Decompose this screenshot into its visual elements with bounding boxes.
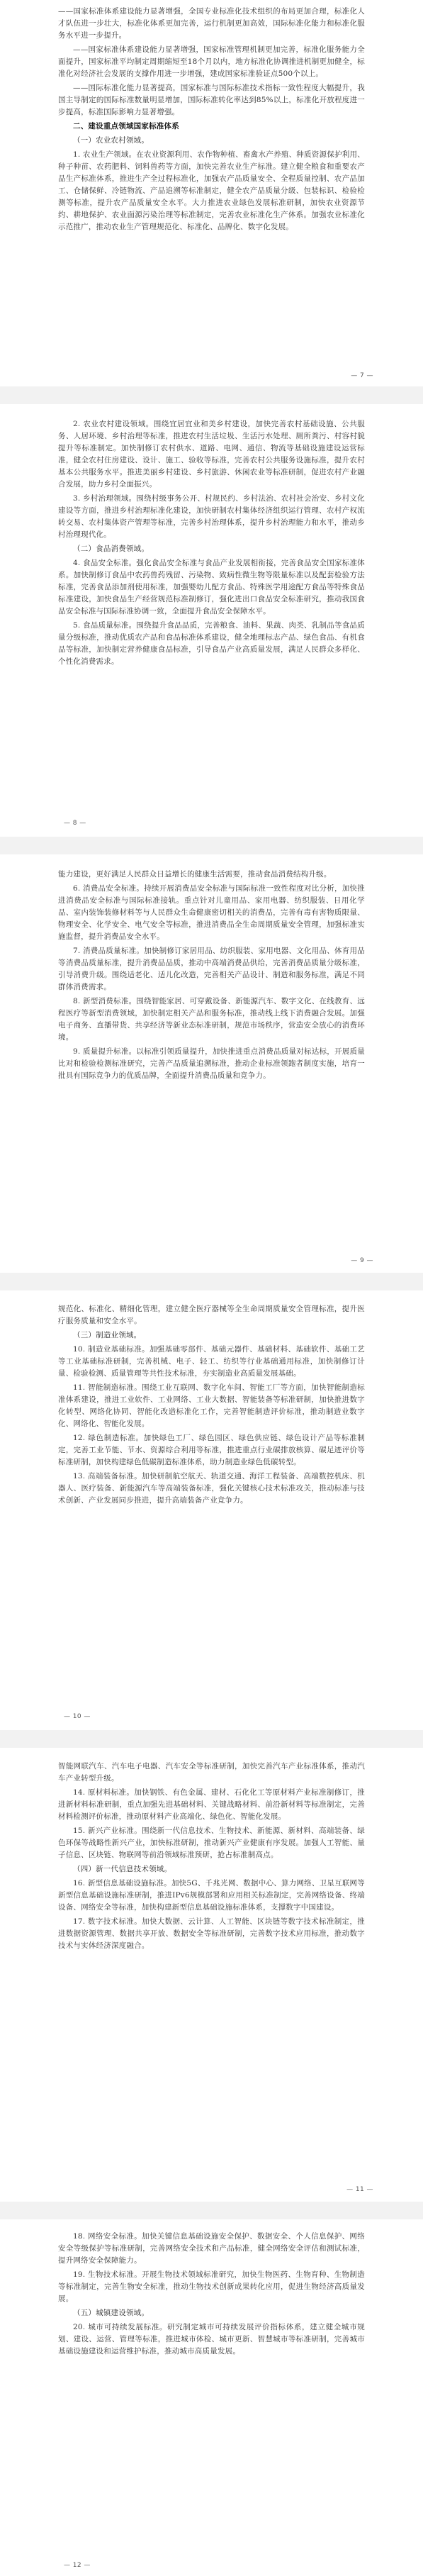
paragraph: 5. 食品质量标准。围绕提升食品品质，完善粮食、油料、果蔬、肉类、乳制品等食品质量分级标准，推动优质农产品和食品标准体系建设，健全地理标志产品、绿色食品、有机食品等标准，加快制定营养健康食品标准，引导食品产业高质量发展，满足人民群众多样化、个性化消费需求。 (58, 621, 365, 666)
paragraph: ——国际标准化能力显著提高，国家标准与国际标准技术指标一致性程度大幅提升，我国主导制定的国际标准数量明显增加，国际标准转化率达到85%以上，标准化开放程度进一步提高，标准国际影响力显著增强。 (58, 84, 365, 116)
page-body (58, 1761, 365, 1954)
paragraph: 3. 乡村治理领域。围绕村级事务公开、村规民约、乡村法治、农村社会治安、乡村文化建设等方面，推进乡村治理标准化建设，加快研制农村集体经济组织运行管理、农村产权流转交易、农村集体资产管理等标准，完善乡村治理体系，提升乡村治理能力和水平，推动乡村治理现代化。 (58, 494, 365, 539)
paragraph: 14. 原材料标准。加快钢铁、有色金属、建材、石化化工等原材料产业标准制修订，推进新材料标准研制，重点加强先进基础材料、关键战略材料、前沿新材料等标准制定，完善材料检测评价标准，推动原材料产业高端化、绿色化、智能化发展。 (58, 1788, 365, 1821)
section-heading: 二、建设重点领域国家标准体系 (73, 122, 179, 130)
page-number: — 7 — (351, 372, 373, 379)
paragraph: 1. 农业生产领域。在农业资源利用、农作物种植、畜禽水产养殖、种质资源保护利用、种子种苗、农药肥料、饲料兽药等方面，加快完善农业生产标准。建立健全粮食和重要农产品生产标准体系，推进生产全过程标准化，加强农产品质量安全、全程质量控制、农产品加工、仓储保鲜、冷链物流、产品追溯等标准制定，健全农产品质量分级、包装标识、检验检测等标准，提升农产品质量安全水平。大力推进农业绿色发展标准研制，加快农业资源节约、耕地保护、农业面源污染治理等标准制定，完善农业标准化生产体系。加强农业标准化示范推广，推动农业生产管理规范化、标准化、品牌化、数字化发展。 (58, 150, 365, 231)
page-body (58, 869, 365, 1084)
document-page-2 (0, 404, 423, 837)
page-number: — 8 — (64, 820, 86, 827)
document-page-4 (0, 1290, 423, 1730)
page-number: — 9 — (351, 1257, 373, 1264)
paragraph: ——国家标准体系建设能力显著增强，全国专业标准化技术组织的布局更加合理，标准化人才队伍进一步壮大，标准化体系更加完善，运行机制更加高效，国际标准化能力和标准化服务水平进一步提升。 (58, 7, 365, 40)
paragraph: 2. 农业农村建设领域。围绕宜居宜业和美乡村建设，加快完善农村基础设施、公共服务、人居环境、乡村治理等标准，推进农村生活垃圾、生活污水处理、厕所粪污、村容村貌提升等标准制定。加快制修订农村供水、道路、电网、通信、物流等基础设施建设运营标准，健全农村住房建设、设计、施工、验收等标准，完善农村公共服务设施标准，提升农村基本公共服务水平。推进美丽乡村建设、乡村旅游、休闲农业等标准研制，促进农村产业融合发展，助力乡村全面振兴。 (58, 420, 365, 489)
paragraph: 6. 消费品安全标准。持续开展消费品安全标准与国际标准一致性程度对比分析，加快推进消费品安全标准与国际标准接轨。重点针对儿童用品、家用电器、纺织服装、日用化学品、室内装饰装修材料等与人民群众生命健康密切相关的消费品，完善有毒有害物质限量、物理安全、化学安全、电气安全等标准，推进消费品全生命周期质量安全管理，加强标准实施监督，提升消费品安全水平。 (58, 884, 365, 941)
paragraph: 15. 新兴产业标准。围绕新一代信息技术、生物技术、新能源、新材料、高端装备、绿色环保等战略性新兴产业，加快标准研制，推动新兴产业健康有序发展。加强人工智能、量子信息、区块链、物联网等前沿领域标准预研，抢占标准制高点。 (58, 1827, 365, 1859)
subsection-heading: （四）新一代信息技术领域。 (73, 1865, 172, 1873)
paragraph: 13. 高端装备标准。加快研制航空航天、轨道交通、海洋工程装备、高端数控机床、机器人、医疗装备、新能源汽车等高端装备标准，强化关键核心技术标准攻关，推动标准与技术创新、产业发展同步推进，提升高端装备产业竞争力。 (58, 1472, 365, 1505)
document-page-3 (0, 854, 423, 1273)
page-number: — 10 — (64, 1713, 91, 1720)
paragraph: 8. 新型消费标准。围绕智能家居、可穿戴设备、新能源汽车、数字文化、在线教育、远程医疗等新型消费领域，加快制定相关产品和服务标准，推动线上线下消费融合发展。加强电子商务、直播带货、共享经济等新业态标准研制，规范市场秩序，营造安全放心的消费环境。 (58, 997, 365, 1042)
paragraph: 10. 制造业基础标准。加强基础零部件、基础元器件、基础材料、基础软件、基础工艺等工业基础标准研制，完善机械、电子、轻工、纺织等行业基础通用标准，加快制修订计量、检验检测、质量管理等共性技术标准，夯实制造业高质量发展基础。 (58, 1345, 365, 1378)
paragraph: 18. 网络安全标准。加快关键信息基础设施安全保护、数据安全、个人信息保护、网络安全等级保护等标准研制，完善网络安全技术和产品标准，健全网络安全评估和测试标准，提升网络安全保障能力。 (58, 2232, 365, 2265)
paragraph: 20. 城市可持续发展标准。研究制定城市可持续发展评价指标体系，建立健全城市规划、建设、运营、管理等标准，推进城市体检、城市更新、智慧城市等标准研制，完善城市基础设施建设和运营维护标准，推动城市高质量发展。 (58, 2323, 365, 2355)
paragraph: 规范化、标准化、精细化管理，建立健全医疗器械等全生命周期质量安全管理标准，提升医疗服务质量和安全水平。 (58, 1305, 365, 1325)
page-body (58, 2231, 365, 2360)
document-page-6 (0, 2219, 423, 2576)
paragraph: 能力建设，更好满足人民群众日益增长的健康生活需要，推动食品消费结构升级。 (58, 870, 332, 879)
document-page-5 (0, 1748, 423, 2202)
page-number: — 12 — (64, 2562, 91, 2569)
paragraph: 4. 食品安全标准。强化食品安全标准与食品产业发展相衔接，完善食品安全国家标准体系。加快制修订食品中农药兽药残留、污染物、致病性微生物等限量标准以及配套检验方法标准，完善食品添加剂使用标准，加强婴幼儿配方食品、特殊医学用途配方食品等特殊食品标准建设，加快食品生产经营规范标准制修订，强化进出口食品安全标准研究，推动我国食品安全标准与国际标准协调一致，全面提升食品安全保障水平。 (58, 559, 365, 615)
page-body (58, 418, 365, 670)
subsection-heading: （三）制造业领域。 (73, 1331, 142, 1339)
page-body (58, 6, 365, 235)
paragraph: 智能网联汽车、汽车电子电器、汽车安全等标准研制，加快完善汽车产业标准体系，推动汽车产业转型升级。 (58, 1762, 365, 1783)
subsection-heading: （五）城镇建设领域。 (73, 2309, 150, 2317)
page-number: — 11 — (346, 2186, 373, 2193)
subsection-heading: （二）食品消费领域。 (73, 545, 150, 553)
paragraph: 11. 智能制造标准。围绕工业互联网、数字化车间、智能工厂等方面，加快智能制造标准体系建设，推进工业软件、工业网络、工业大数据、智能装备等标准研制，加快推进数字化转型、网络化协同、智能化改造标准化工作，完善智能制造评价标准，推动制造业数字化、网络化、智能化发展。 (58, 1383, 365, 1428)
paragraph: 12. 绿色制造标准。加快绿色工厂、绿色园区、绿色供应链、绿色设计产品等标准制定，完善工业节能、节水、资源综合利用等标准，推进重点行业碳排放核算、碳足迹评价等标准研制，加快构建绿色低碳制造标准体系，助力制造业绿色低碳转型。 (58, 1434, 365, 1466)
page-body (58, 1303, 365, 1509)
paragraph: 17. 数字技术标准。加快大数据、云计算、人工智能、区块链等数字技术标准制定，推进数据资源管理、数据共享开放、数据安全等标准研制，完善数字技术应用标准，推动数字技术与实体经济深度融合。 (58, 1917, 365, 1950)
paragraph: 16. 新型信息基础设施标准。加快5G、千兆光网、数据中心、算力网络、卫星互联网等新型信息基础设施标准研制，推进IPv6规模部署和应用相关标准制定，完善网络设备、终端设备、网络安全等标准，加快构建新型信息基础设施标准体系，支撑数字中国建设。 (58, 1879, 365, 1912)
subsection-heading: （一）农业农村领域。 (73, 136, 150, 145)
paragraph: 9. 质量提升标准。以标准引领质量提升，加快推进重点消费品质量对标达标，开展质量比对和检验检测标准研究，完善产品质量追溯标准，推动企业标准领跑者制度实施，培育一批具有国际竞争力的优质品牌，全面提升消费品质量和竞争力。 (58, 1047, 365, 1080)
paragraph: ——国家标准体系建设能力显著增强，国家标准管理机制更加完善，标准化服务能力全面提升，国家标准平均制定周期缩短至18个月以内，地方标准化协调推进机制更加健全，标准化对经济社会发展的支撑作用进一步增强，建成国家标准验证点500个以上。 (58, 45, 365, 78)
paragraph: 19. 生物技术标准。开展生物技术领域标准研究，加快生物医药、生物育种、生物制造等标准制定，完善生物安全标准，推动生物技术创新成果转化应用，促进生物经济高质量发展。 (58, 2270, 365, 2303)
paragraph: 7. 消费品质量标准。加快制修订家居用品、纺织服装、家用电器、文化用品、体育用品等消费品质量标准，提升消费品品质，推动中高端消费品供给，完善消费品质量分级标准，引导消费升级。围绕适老化、适儿化改造，完善相关产品设计、制造和服务标准，满足不同群体消费需求。 (58, 947, 365, 991)
document-page-1 (0, 0, 423, 386)
